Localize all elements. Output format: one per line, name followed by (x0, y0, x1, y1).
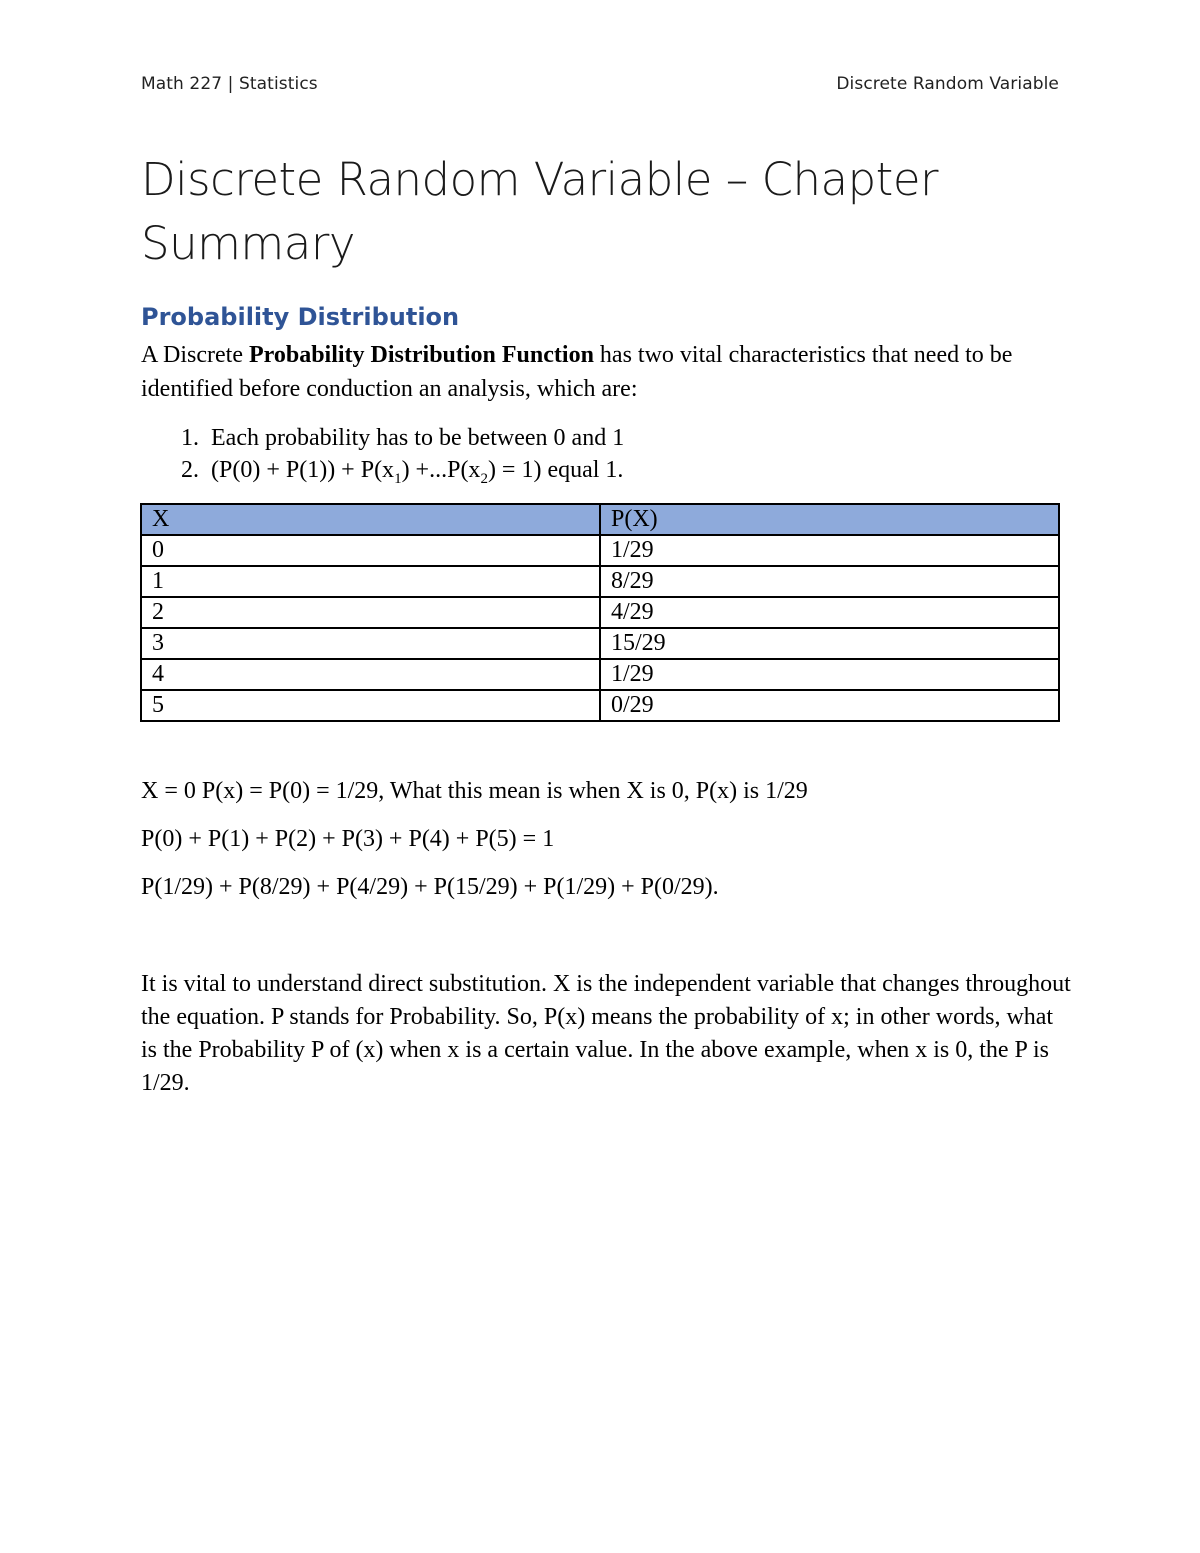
header-topic: Discrete Random Variable (836, 74, 1059, 94)
list-item-text (211, 454, 623, 495)
list-item (141, 454, 1041, 495)
probability-table (140, 503, 1060, 722)
table-row (141, 659, 1059, 690)
column-header-x: X (141, 504, 600, 535)
formula-part: (P(0) + P(1)) + P(x (211, 457, 395, 483)
cell-px: 8/29 (600, 566, 1059, 597)
section-heading: Probability Distribution (141, 303, 460, 331)
table-row (141, 690, 1059, 721)
explanation-paragraph: It is vital to understand direct substitution. X is the independent variable that changes throughout the equation. P stands for Probability. So, P(x) means the probability of x; in other words, what is the Probability P of (x) when x is a certain value. In the above example, when x is 0, the P is 1/29. (141, 971, 1071, 1096)
list-number: 1. (181, 425, 199, 451)
table-row (141, 597, 1059, 628)
cell-px: 1/29 (600, 535, 1059, 566)
cell-x: 5 (141, 690, 600, 721)
intro-bold-term: Probability Distribution Function (248, 342, 594, 368)
intro-text-after: has two vital characteristics that need to be identified before conduction an analysis, which are: (141, 342, 1013, 402)
equation-line: P(1/29) + P(8/29) + P(4/29) + P(15/29) + P(1/29) + P(0/29). (141, 874, 719, 900)
cell-x: 0 (141, 535, 600, 566)
cell-px: 15/29 (600, 628, 1059, 659)
table-header-row (141, 504, 1059, 535)
cell-x: 3 (141, 628, 600, 659)
cell-px: 1/29 (600, 659, 1059, 690)
list-item-text: Each probability has to be between 0 and 1 (211, 425, 625, 451)
table-row (141, 566, 1059, 597)
equation-line: X = 0 P(x) = P(0) = 1/29, What this mean is when X is 0, P(x) is 1/29 (141, 778, 808, 804)
formula-part: ) +...P(x (401, 457, 481, 483)
cell-x: 4 (141, 659, 600, 690)
table-row (141, 535, 1059, 566)
column-header-px: P(X) (600, 504, 1059, 535)
cell-x: 1 (141, 566, 600, 597)
intro-paragraph (141, 338, 1061, 406)
header-course: Math 227 | Statistics (141, 74, 318, 94)
list-item (141, 422, 1041, 454)
intro-text-before: A Discrete (141, 342, 249, 368)
rules-list (141, 422, 1041, 495)
subscript: 1 (394, 470, 402, 487)
document-title: Discrete Random Variable – Chapter Summary (141, 153, 938, 270)
formula-part: ) = 1) equal 1. (487, 457, 624, 483)
cell-px: 4/29 (600, 597, 1059, 628)
cell-px: 0/29 (600, 690, 1059, 721)
table-row (141, 628, 1059, 659)
cell-x: 2 (141, 597, 600, 628)
subscript: 2 (480, 470, 488, 487)
list-number: 2. (181, 457, 199, 483)
equation-line: P(0) + P(1) + P(2) + P(3) + P(4) + P(5) = 1 (141, 826, 555, 852)
